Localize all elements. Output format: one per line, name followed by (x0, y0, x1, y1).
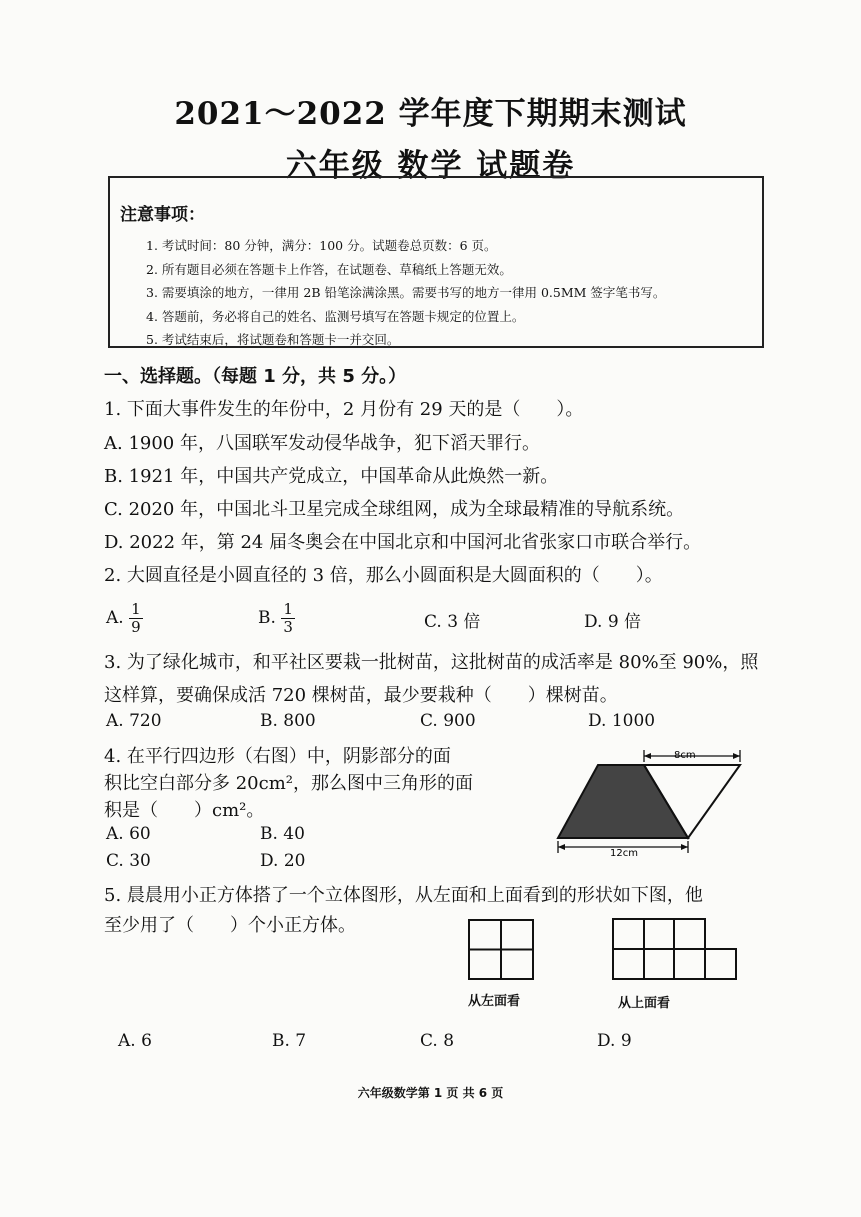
fraction-denominator: 3 (283, 618, 293, 636)
q5-stem-line2: 至少用了（ ）个小正方体。 (104, 915, 356, 936)
q4-stem-line3: 积是（ ）cm²。 (104, 800, 265, 821)
parallelogram-figure (550, 745, 750, 857)
fraction (281, 601, 295, 636)
q4-stem-line2: 积比空白部分多 20cm²，那么图中三角形的面 (104, 773, 473, 794)
bottom-dimension-label: 12cm (610, 848, 638, 857)
arrow-head (558, 844, 565, 850)
fraction-numerator: 1 (131, 600, 141, 618)
fraction-denominator: 9 (131, 618, 141, 636)
q4-stem-line1: 4. 在平行四边形（右图）中，阴影部分的面 (104, 746, 451, 767)
arrow-head (681, 844, 688, 850)
q5-option-b: B. 7 (272, 1031, 307, 1051)
q3-option-d: D. 1000 (588, 711, 656, 731)
q4-option-c: C. 30 (106, 851, 151, 871)
fraction (129, 601, 143, 636)
q4-option-d: D. 20 (260, 851, 306, 871)
arrow-head (733, 753, 740, 759)
q4-option-b: B. 40 (260, 824, 305, 844)
q2-stem: 2. 大圆直径是小圆直径的 3 倍，那么小圆面积是大圆面积的（ ）。 (104, 565, 663, 586)
q1-option-c: C. 2020 年，中国北斗卫星完成全球组网，成为全球最精准的导航系统。 (104, 499, 685, 520)
notice-item: 1. 考试时间：80 分钟，满分：100 分。试题卷总页数：6 页。 (146, 238, 497, 253)
notice-list (146, 234, 665, 352)
q1-option-d: D. 2022 年，第 24 届冬奥会在中国北京和中国河北省张家口市联合举行。 (104, 532, 702, 553)
top-dimension-label: 8cm (674, 750, 696, 761)
arrow-head (644, 753, 651, 759)
page-footer: 六年级数学第 1 页 共 6 页 (357, 1086, 504, 1100)
left-view-caption: 从左面看 (468, 994, 521, 1009)
q4-option-a: A. 60 (106, 824, 151, 844)
notice-title: 注意事项： (120, 205, 205, 225)
q2-option-b-label: B. (258, 608, 276, 628)
q2-option-b (258, 601, 295, 636)
q3-stem-line1: 3. 为了绿化城市，和平社区要栽一批树苗，这批树苗的成活率是 80%至 90%，照 (104, 652, 759, 673)
fraction-numerator: 1 (283, 600, 293, 618)
notice-box (108, 176, 764, 348)
notice-item: 5. 考试结束后，将试题卷和答题卡一并交回。 (146, 332, 400, 347)
q2-option-c: C. 3 倍 (424, 612, 481, 632)
q3-option-c: C. 900 (420, 711, 476, 731)
top-view-grid (612, 918, 738, 981)
notice-item: 2. 所有题目必须在答题卡上作答，在试题卷、草稿纸上答题无效。 (146, 261, 512, 277)
q1-stem: 1. 下面大事件发生的年份中，2 月份有 29 天的是（ ）。 (104, 399, 584, 420)
shaded-trapezoid (558, 765, 688, 838)
q1-option-b: B. 1921 年，中国共产党成立，中国革命从此焕然一新。 (104, 466, 559, 487)
notice-item: 4. 答题前，务必将自己的姓名、监测号填写在答题卡规定的位置上。 (146, 308, 525, 324)
q3-stem-line2: 这样算，要确保成活 720 棵树苗，最少要栽种（ ）棵树苗。 (104, 685, 618, 706)
q2-option-a-label: A. (106, 608, 124, 628)
q5-stem-line1: 5. 晨晨用小正方体搭了一个立体图形，从左面和上面看到的形状如下图，他 (104, 885, 703, 906)
q2-option-d: D. 9 倍 (584, 612, 642, 632)
q1-option-a: A. 1900 年，八国联军发动侵华战争，犯下滔天罪行。 (104, 433, 540, 454)
q3-option-a: A. 720 (106, 711, 162, 731)
q3-option-b: B. 800 (260, 711, 316, 731)
left-view-grid (468, 919, 534, 981)
q2-option-a (106, 601, 143, 636)
exam-subtitle: 六年级 数学 试题卷 (285, 148, 576, 184)
notice-item: 3. 需要填涂的地方，一律用 2B 铅笔涂满涂黑。需要书写的地方一律用 0.5MM 签字笔书写。 (146, 285, 666, 300)
q5-option-d: D. 9 (597, 1031, 632, 1051)
exam-title: 2021～2022 学年度下期期末测试 (174, 96, 687, 132)
section-heading: 一、选择题。（每题 1 分，共 5 分。） (104, 366, 407, 387)
q5-option-c: C. 8 (420, 1031, 455, 1051)
grid-outline (613, 919, 705, 949)
top-view-caption: 从上面看 (618, 996, 671, 1011)
q5-option-a: A. 6 (118, 1031, 152, 1051)
